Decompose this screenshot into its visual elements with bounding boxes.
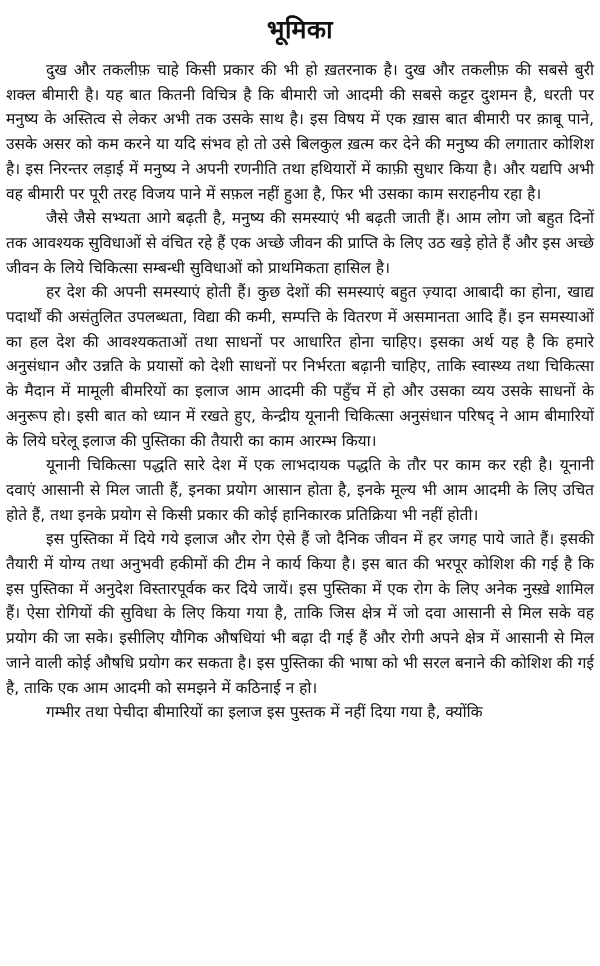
paragraph: यूनानी चिकित्सा पद्धति सारे देश में एक लाभदायक पद्धति के तौर पर काम कर रही है। यूनानी दवाएं आसानी से मिल जाती हैं, इनका प्रयोग आसान होता है, इनके मूल्य भी आम आदमी के लिए उचित होते हैं, तथा इनके प्रयोग से किसी प्रकार की कोई हानिकारक प्रतिक्रिया भी नहीं होती। [6, 456, 594, 524]
body-text [6, 58, 594, 725]
paragraph: जैसे जैसे सभ्यता आगे बढ़ती है, मनुष्य की समस्याएं भी बढ़ती जाती हैं। आम लोग जो बहुत दिनों तक आवश्यक सुविधाओं से वंचित रहे हैं एक अच्छे जीवन की प्राप्ति के लिए उठ खड़े होते हैं और इस अच्छे जीवन के लिये चिकित्सा सम्बन्धी सुविधाओं को प्राथमिकता हासिल है। [6, 209, 594, 277]
paragraph: दुख और तकलीफ़ चाहे किसी प्रकार की भी हो ख़तरनाक है। दुख और तकलीफ़ की सबसे बुरी शक्ल बीमारी है। यह बात कितनी विचित्र है कि बीमारी जो आदमी की सबसे कट्टर दुशमन है, धरती पर मनुष्य के अस्तित्व से लेकर अभी तक उसके साथ है। इस विषय में एक ख़ास बात बीमारी पर क़ाबू पाने, उसके असर को कम करने या यदि संभव हो तो उसे बिलकुल ख़त्म कर देने की मनुष्य की लगातार कोशिश है। इस निरन्तर लड़ाई में मनुष्य ने अपनी रणनीति तथा हथियारों में काफ़ी सुधार किया है। और यद्यपि अभी वह बीमारी पर पूरी तरह विजय पाने में सफ़ल नहीं हुआ है, फिर भी उसका काम सराहनीय रहा है। [6, 61, 594, 203]
paragraph: इस पुस्तिका में दिये गये इलाज और रोग ऐसे हैं जो दैनिक जीवन में हर जगह पाये जाते हैं। इसकी तैयारी में योग्य तथा अनुभवी हकीमों की टीम ने कार्य किया है। इस बात की भरपूर कोशिश की गई है कि इस पुस्तिका में अनुदेश विस्तारपूर्वक कर दिये जायें। इस पुस्तिका में एक रोग के लिए अनेक नुस्ख़े शामिल हैं। ऐसा रोगियों की सुविधा के लिए किया गया है, ताकि जिस क्षेत्र में जो दवा आसानी से मिल सके वह प्रयोग की जा सके। इसीलिए यौगिक औषधियां भी बढ़ा दी गई हैं और रोगी अपने क्षेत्र में आसानी से मिल जाने वाली कोई औषधि प्रयोग कर सकता है। इस पुस्तिका की भाषा को भी सरल बनाने की कोशिश की गई है, ताकि एक आम आदमी को समझने में कठिनाई न हो। [6, 530, 594, 697]
paragraph: गम्भीर तथा पेचीदा बीमारियों का इलाज इस पुस्तक में नहीं दिया गया है, क्योंकि [46, 703, 483, 722]
page-title: भूमिका [266, 15, 334, 44]
paragraph: हर देश की अपनी समस्याएं होती हैं। कुछ देशों की समस्याएं बहुत ज़्यादा आबादी का होना, खाद्य पदार्थों की असंतुलित उपलब्धता, विद्या की कमी, सम्पत्ति के वितरण में असमानता आदि हैं। इन समस्याओं का हल देश की आवश्यकताओं तथा साधनों पर आधारित होना चाहिए। इसका अर्थ यह है कि हमारे अनुसंधान और उन्नति के प्रयासों को देशी साधनों पर निर्भरता बढ़ानी चाहिए, ताकि स्वास्थ्य तथा चिकित्सा के मैदान में मामूली बीमरियों का इलाज आम आदमी की पहुँच में हो और उसका व्यय उसके साधनों के अनुरूप हो। इसी बात को ध्यान में रखते हुए, केन्द्रीय यूनानी चिकित्सा अनुसंधान परिषद् ने आम बीमारियों के लिये घरेलू इलाज की पुस्तिका की तैयारी का काम आरम्भ किया। [6, 283, 594, 450]
